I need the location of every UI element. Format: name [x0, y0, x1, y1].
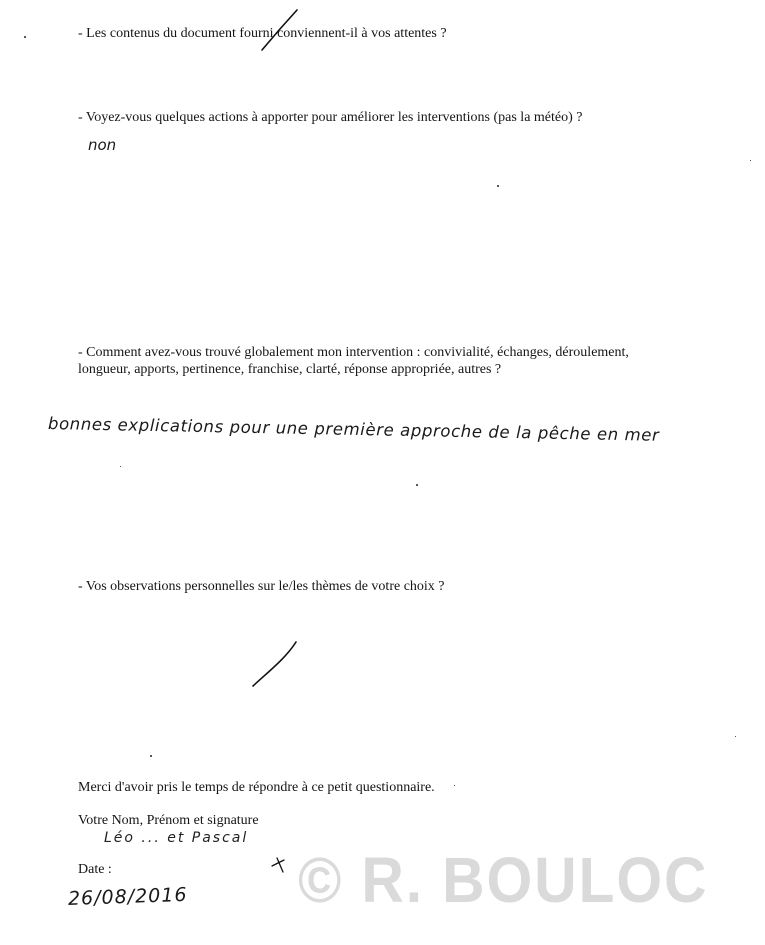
question-overall-assessment-line1: - Comment avez-vous trouvé globalement mon intervention : convivialité, échanges, déroulement, [78, 345, 629, 360]
question-improvement-actions: - Voyez-vous quelques actions à apporter pour améliorer les interventions (pas la météo) ? [78, 110, 583, 125]
answer-overall-assessment: bonnes explications pour une première approche de la pêche en mer [47, 414, 660, 445]
name-signature-value: Léo ... et Pascal [104, 830, 249, 846]
date-label: Date : [78, 862, 112, 877]
scan-speck [120, 466, 121, 467]
scan-speck [735, 736, 736, 737]
question-personal-observations: - Vos observations personnelles sur le/les thèmes de votre choix ? [78, 579, 445, 594]
answer-improvement-actions: non [88, 136, 117, 154]
copyright-watermark: © R. BOULOC [298, 844, 709, 916]
scan-speck [750, 160, 751, 161]
scan-speck [497, 185, 499, 187]
scan-speck [24, 36, 26, 38]
scan-speck [150, 755, 152, 757]
thanks-text: Merci d'avoir pris le temps de répondre à ce petit questionnaire. [78, 780, 435, 795]
question-overall-assessment-line2: longueur, apports, pertinence, franchise, clarté, réponse appropriée, autres ? [78, 362, 502, 377]
date-value: 26/08/2016 [67, 883, 188, 910]
scan-speck [416, 484, 418, 486]
question-document-content: - Les contenus du document fourni conviennent-il à vos attentes ? [78, 26, 447, 41]
name-signature-label: Votre Nom, Prénom et signature [78, 813, 259, 828]
scan-speck [454, 785, 455, 786]
